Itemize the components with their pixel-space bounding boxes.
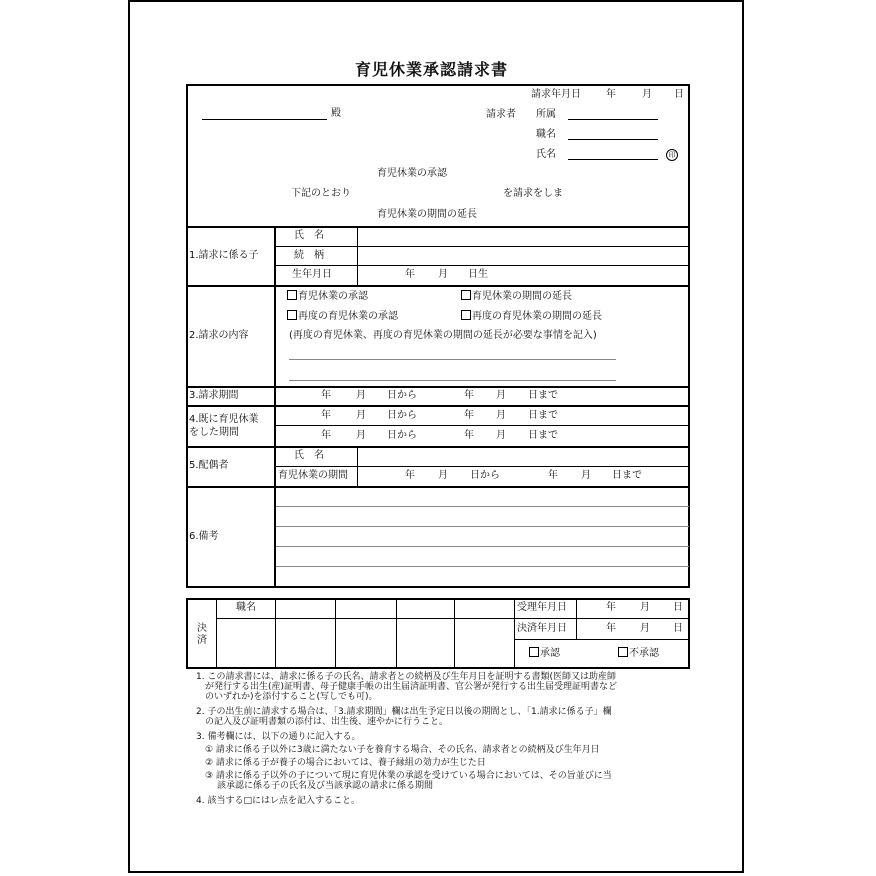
requester-label: 請求者 [486, 109, 516, 120]
past1-to-year: 年 [464, 410, 474, 421]
content-section-label: 2.請求の内容 [189, 330, 249, 341]
content-note: (再度の育児休業、再度の育児休業の期間の延長が必要な事情を記入) [289, 330, 597, 341]
field-column-divider [357, 226, 358, 286]
approval-right-border [688, 598, 690, 669]
remarks-line [275, 566, 689, 567]
period-from-year: 年 [321, 390, 331, 401]
period-to-year: 年 [464, 390, 474, 401]
checkbox-icon[interactable] [287, 310, 297, 320]
row-divider [275, 246, 689, 247]
remarks-section-label: 6.備考 [189, 531, 219, 542]
settled-year: 年 [606, 623, 616, 634]
spouse-name-label: 氏 名 [294, 450, 324, 461]
writing-line [289, 380, 616, 381]
request-option-approval: 育児休業の承認 [377, 168, 447, 179]
approval-col [396, 598, 397, 668]
note-line: 2. 子の出生前に請求する場合は、「3.請求期間」欄は出生予定日以後の期間とし、「1.請求に係る子」欄 [196, 707, 612, 717]
note-line: ③ 請求に係る子以外の子について現に育児休業の承認を受けている場合においては、その旨並びに当 [205, 771, 612, 781]
checkbox-icon[interactable] [529, 647, 539, 657]
approval-col [275, 598, 276, 668]
approval-col [514, 598, 515, 668]
past1-from-year: 年 [321, 410, 331, 421]
option-label: 育児休業の承認 [298, 291, 368, 302]
birth-year: 年 [405, 269, 415, 280]
received-month: 月 [640, 602, 650, 613]
option-reapproval[interactable] [287, 310, 398, 323]
approval-col [454, 598, 455, 668]
addressee-line [202, 119, 327, 120]
note-line: 3. 備考欄には、以下の通りに記入する。 [196, 732, 361, 742]
note-line: の記入及び証明書類の添付は、出生後、速やかに行うこと。 [205, 717, 449, 727]
approval-row-divider [514, 639, 689, 640]
option-reextension[interactable] [461, 310, 602, 323]
reject-label: 不承認 [629, 648, 659, 659]
birth-day: 日生 [468, 269, 488, 280]
spouse-from-year: 年 [405, 470, 415, 481]
period-to-month: 月 [496, 390, 506, 401]
past-section-label: 4.既に育児休業 [189, 414, 259, 425]
period-section-label: 3.請求期間 [189, 390, 239, 401]
request-prefix: 下記のとおり [291, 188, 351, 199]
past2-from-month: 月 [356, 430, 366, 441]
section-divider [186, 285, 689, 287]
child-relation-label: 続 柄 [294, 250, 324, 261]
remarks-line [275, 526, 689, 527]
spouse-leave-label: 育児休業の期間 [278, 470, 348, 481]
past1-from: 日から [387, 410, 417, 421]
request-suffix: を請求をしま [503, 188, 563, 199]
received-day: 日 [673, 602, 683, 613]
remarks-line [275, 506, 689, 507]
settled-month: 月 [640, 623, 650, 634]
option-label: 再度の育児休業の期間の延長 [472, 311, 602, 322]
note-line: 1. この請求書には、請求に係る子の氏名、請求者との続柄及び生年月日を証明する書類(医師又は助産師 [196, 672, 616, 682]
past2-from: 日から [387, 430, 417, 441]
position-line [568, 139, 658, 140]
approval-col [216, 598, 217, 668]
approval-top-border [186, 598, 689, 600]
affiliation-line [568, 119, 658, 120]
past-section-label-2: をした期間 [189, 427, 239, 438]
settled-day: 日 [673, 623, 683, 634]
option-approval[interactable] [287, 290, 368, 303]
seal-mark: 印 [666, 149, 678, 161]
request-option-extension: 育児休業の期間の延長 [377, 209, 477, 220]
spouse-from-month: 月 [438, 470, 448, 481]
name-label: 氏名 [536, 149, 556, 160]
row-divider [275, 425, 689, 426]
label-column-divider [274, 226, 276, 587]
note-line: が発行する出生(産)証明書、母子健康手帳の出生届済証明書、官公署が発行する出生届受理証明書など [205, 682, 618, 692]
approval-row-divider [216, 618, 689, 619]
spouse-from: 日から [470, 470, 500, 481]
spouse-to-month: 月 [581, 470, 591, 481]
spouse-section-label: 5.配偶者 [189, 460, 229, 471]
row-divider [275, 265, 689, 266]
table-bottom-border [186, 586, 689, 588]
spouse-to: 日まで [612, 470, 642, 481]
section-divider [186, 446, 689, 448]
reject-option[interactable] [618, 647, 659, 660]
received-date-label: 受理年月日 [517, 602, 567, 613]
option-label: 再度の育児休業の承認 [298, 311, 398, 322]
past2-to: 日まで [528, 430, 558, 441]
past2-to-month: 月 [496, 430, 506, 441]
checkbox-icon[interactable] [287, 290, 297, 300]
period-from-month: 月 [356, 390, 366, 401]
past2-to-year: 年 [464, 430, 474, 441]
approval-label: 決済 [197, 623, 207, 646]
checkbox-icon[interactable] [461, 290, 471, 300]
past2-from-year: 年 [321, 430, 331, 441]
approval-left-border [186, 598, 188, 669]
approval-col [335, 598, 336, 668]
date-day: 日 [674, 89, 684, 100]
child-section-label: 1.請求に係る子 [189, 250, 259, 261]
section-divider [186, 226, 689, 228]
past1-from-month: 月 [356, 410, 366, 421]
approval-position-label: 職名 [236, 602, 256, 613]
past1-to: 日まで [528, 410, 558, 421]
note-line: ② 請求に係る子が養子の場合においては、養子縁組の効力が生じた日 [205, 758, 486, 768]
option-extension[interactable] [461, 290, 572, 303]
checkbox-icon[interactable] [461, 310, 471, 320]
option-label: 育児休業の期間の延長 [472, 291, 572, 302]
form-title: 育児休業承認請求書 [355, 60, 509, 79]
note-line: 4. 該当する□にはレ点を記入すること。 [196, 796, 360, 806]
table-top-border [186, 84, 689, 86]
writing-line [289, 359, 616, 360]
note-line: 該承認に係る子の氏名及び当該承認の請求に係る期間 [217, 781, 434, 791]
birth-month: 月 [438, 269, 448, 280]
field-column-divider [357, 446, 358, 487]
approve-label: 承認 [540, 648, 560, 659]
child-name-label: 氏 名 [294, 230, 324, 241]
name-line [568, 159, 658, 160]
remarks-line [275, 546, 689, 547]
period-from: 日から [387, 390, 417, 401]
section-divider [186, 405, 689, 407]
table-right-border [688, 84, 690, 588]
checkbox-icon[interactable] [618, 647, 628, 657]
section-divider [186, 486, 689, 488]
date-year: 年 [606, 89, 616, 100]
addressee-suffix: 殿 [331, 108, 341, 119]
child-birth-label: 生年月日 [292, 269, 332, 280]
approve-option[interactable] [529, 647, 560, 660]
section-divider [186, 386, 689, 388]
period-to: 日まで [528, 390, 558, 401]
row-divider [275, 466, 689, 467]
note-line: ① 請求に係る子以外に3歳に満たない子を養育する場合、その氏名、請求者との続柄及び生年月日 [205, 745, 600, 755]
approval-col [576, 598, 577, 640]
date-month: 月 [642, 89, 652, 100]
settled-date-label: 決済年月日 [517, 623, 567, 634]
received-year: 年 [606, 602, 616, 613]
note-line: のいずれか)を添付すること(写しでも可)。 [205, 692, 378, 702]
table-left-border [186, 84, 188, 588]
request-date-label: 請求年月日 [531, 89, 581, 100]
approval-bottom-border [186, 667, 689, 669]
spouse-to-year: 年 [548, 470, 558, 481]
past1-to-month: 月 [496, 410, 506, 421]
position-label: 職名 [536, 129, 556, 140]
affiliation-label: 所属 [536, 109, 556, 120]
